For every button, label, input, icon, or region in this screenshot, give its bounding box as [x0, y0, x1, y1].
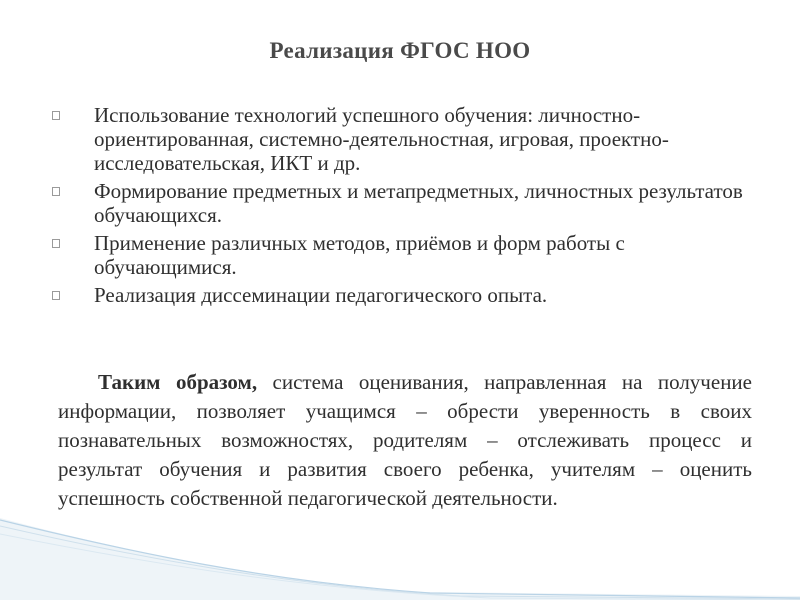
square-bullet-icon: [52, 187, 60, 196]
list-item: [52, 179, 752, 227]
bullet-text: Реализация диссеминации педагогического опыта.: [94, 283, 548, 307]
list-item: [52, 231, 752, 279]
list-item: [52, 103, 752, 175]
summary-text: система оценивания, направленная на получение информации, позволяет учащимся – обрести уверенность в своих познавательных возможностях, родителям – отслеживать процесс и результат обучения и развития своего ребенка, учителям – оценить успешность собственной педагогической деятельности.: [58, 370, 752, 510]
bullet-list: [52, 103, 752, 311]
list-item: [52, 283, 752, 307]
square-bullet-icon: [52, 239, 60, 248]
page-title: Реализация ФГОС НОО: [269, 38, 531, 63]
square-bullet-icon: [52, 291, 60, 300]
summary-paragraph: [58, 368, 752, 513]
bullet-text: Применение различных методов, приёмов и форм работы с обучающимися.: [94, 231, 625, 279]
summary-lead: Таким образом,: [98, 370, 258, 394]
bullet-text: Формирование предметных и метапредметных, личностных результатов обучающихся.: [94, 179, 743, 227]
square-bullet-icon: [52, 111, 60, 120]
bullet-text: Использование технологий успешного обучения: личностно-ориентированная, системно-деятельностная, игровая, проектно-исследовательская, ИКТ и др.: [94, 103, 669, 175]
